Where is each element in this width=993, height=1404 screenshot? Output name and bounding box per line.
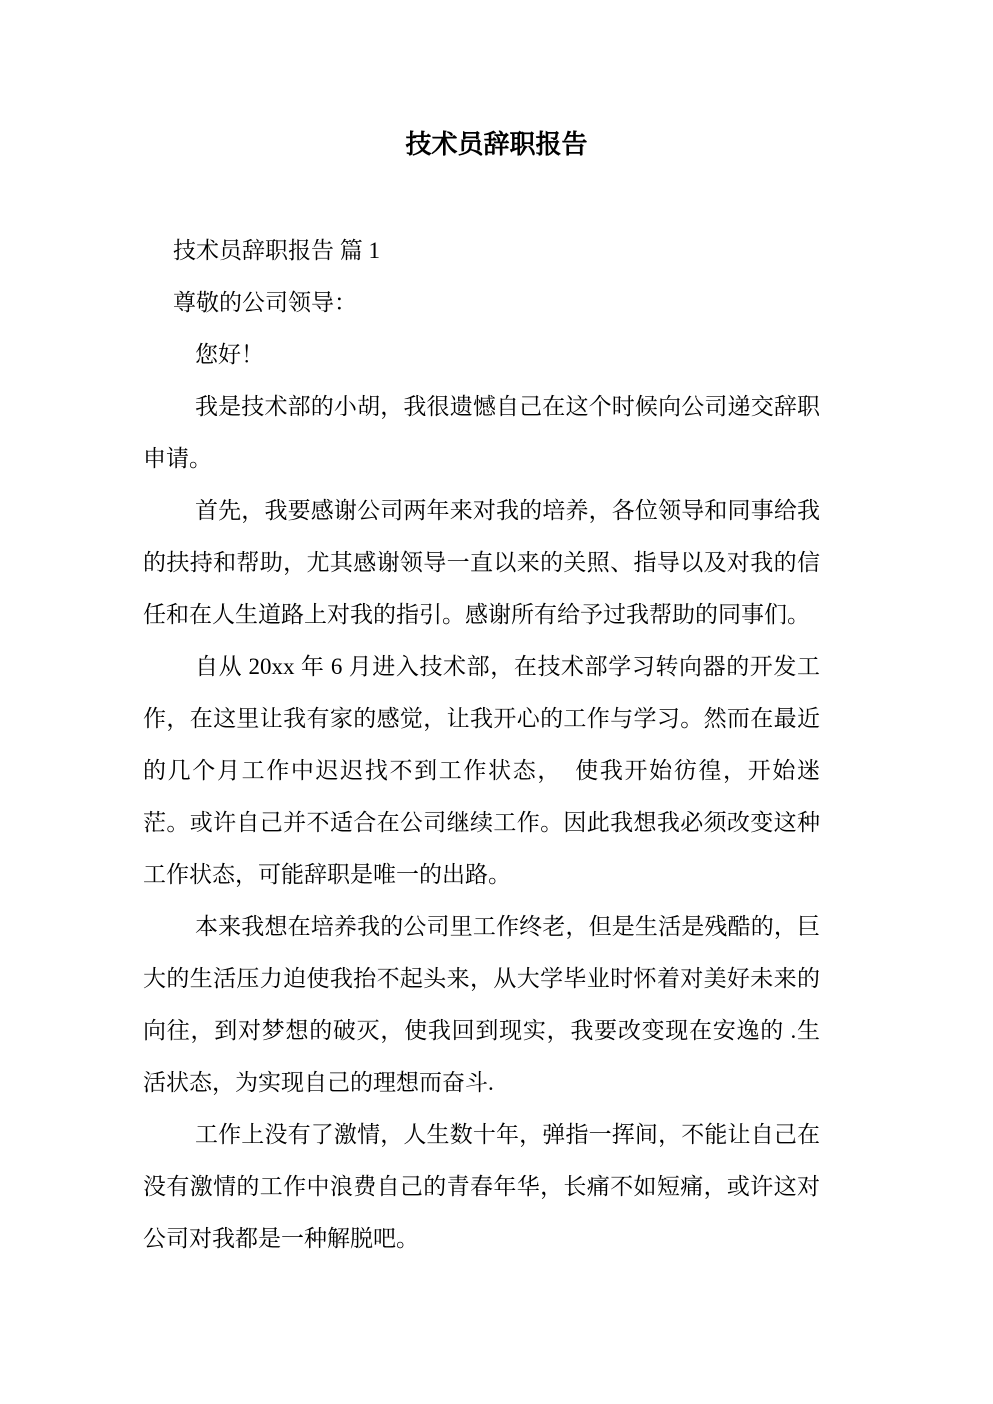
salutation-line: 尊敬的公司领导： [173,290,357,315]
paragraph-life-pressure: 本来我想在培养我的公司里工作终老，但是生活是残酷的，巨大的生活压力迫使我抬不起头来，从大学毕业时怀着对美好未来的向往，到对梦想的破灭，使我回到现实，我要改变现在安逸的 .生活状态，为实现自己的理想而奋斗. [143,914,820,1095]
greeting-line: 您好！ [195,342,264,367]
paragraph-thanks: 首先，我要感谢公司两年来对我的培养，各位领导和同事给我的扶持和帮助，尤其感谢领导一直以来的关照、指导以及对我的信任和在人生道路上对我的指引。感谢所有给予过我帮助的同事们。 [143,498,820,627]
document-body [143,225,820,1265]
paragraph-history: 自从 20xx 年 6 月进入技术部，在技术部学习转向器的开发工作，在这里让我有家的感觉，让我开心的工作与学习。然而在最近的几个月工作中迟迟找不到工作状态， 使我开始彷徨，开始迷茫。或许自己并不适合在公司继续工作。因此我想我必须改变这种工作状态，可能辞职是唯一的出路。 [143,654,820,887]
paragraph-intro: 我是技术部的小胡，我很遗憾自己在这个时候向公司递交辞职申请。 [143,394,820,471]
document-title: 技术员辞职报告 [405,130,588,159]
paragraph-closing: 工作上没有了激情，人生数十年，弹指一挥间，不能让自己在没有激情的工作中浪费自己的青春年华，长痛不如短痛，或许这对公司对我都是一种解脱吧。 [143,1122,820,1251]
section-heading: 技术员辞职报告 篇 1 [173,238,380,263]
